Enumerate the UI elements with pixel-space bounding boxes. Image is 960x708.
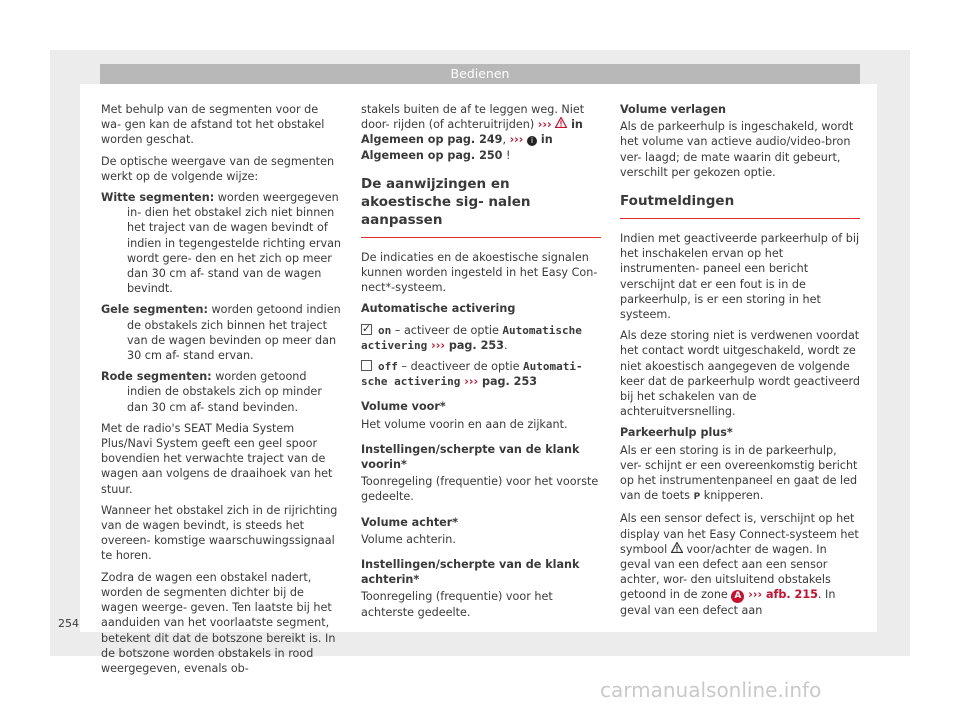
parking-button-icon: P <box>693 492 701 503</box>
option-name: Automatische activering <box>361 323 582 352</box>
definition-text: worden getoond indien de obstakels zich binnen het traject van de wagen bevinden op meer dan 30 cm af- stand ervan. <box>127 303 341 363</box>
text: – deactiveer de optie <box>397 360 524 374</box>
subheading: Instellingen/scherpte van de klank achterin* <box>361 558 580 587</box>
option-key: on <box>378 323 392 337</box>
paragraph: De optische weergave van de segmenten werkt op de volgende wijze: <box>101 154 335 183</box>
info-circle-icon: i <box>527 136 537 146</box>
term: Rode segmenten: <box>101 370 212 384</box>
definition-text: worden getoond indien de obstakels zich op minder dan 30 cm af- stand bevinden. <box>127 370 322 414</box>
paragraph: Als deze storing niet is verdwenen voordat het contact wordt uitgeschakeld, wordt ze niet akoestisch aangegeven de volgende keer dat de parkeerhulp wordt geactiveerd bij het schakelen van de achteruitversnelling. <box>620 329 861 419</box>
definition-red <box>101 369 341 415</box>
checkbox-checked-icon <box>361 324 372 335</box>
section-heading: De aanwijzingen en akoestische sig- nalen aanpassen <box>361 175 601 238</box>
cross-reference[interactable]: in Algemeen op pag. 249 <box>361 118 583 147</box>
option-name: Automati- sche activering <box>361 360 583 389</box>
subheading: Parkeerhulp plus* <box>620 426 733 440</box>
option-key: off <box>378 360 398 374</box>
paragraph: Zodra de wagen een obstakel nadert, worden de segmenten dichter bij de wagen weerge- geven. Ten laatste bij het aanduiden van het voorlaatste segment, betekent dit dat de botszone bereikt is. In de botszone worden obstakels in rood weergegeven, evenals ob- <box>101 570 336 675</box>
cross-reference[interactable]: in Algemeen op pag. 250 <box>361 133 553 162</box>
paragraph: Als de parkeerhulp is ingeschakeld, wordt het volume van actieve audio/video-bron ver- laagd; de mate waarin dit gebeurt, verschilt per gekozen optie. <box>620 120 854 179</box>
arrow: ››› <box>744 588 763 602</box>
term: Gele segmenten: <box>101 303 208 317</box>
subheading: Volume verlagen <box>620 103 727 116</box>
paragraph: Volume achterin. <box>361 532 456 546</box>
arrow: ››› <box>537 118 552 132</box>
cross-reference[interactable]: afb. 215 <box>762 588 818 602</box>
warning-triangle-icon <box>555 118 567 131</box>
paragraph: Het volume voorin en aan de zijkant. <box>361 417 568 431</box>
paragraph <box>620 443 860 506</box>
text: , <box>502 133 510 147</box>
definition-white <box>101 190 341 296</box>
subheading: Instellingen/scherpte van de klank voorin* <box>361 442 580 472</box>
text: – activeer de optie <box>391 323 503 337</box>
paragraph <box>620 511 860 618</box>
text: knipperen. <box>700 489 764 503</box>
text: stakels buiten de af te leggen weg. Niet door- rijden (of achteruitrijden) <box>361 103 585 132</box>
cross-reference[interactable]: pag. 253 <box>478 375 538 389</box>
paragraph: Wanneer het obstakel zich in de rijrichting van de wagen bevindt, is steeds het overeen- komstige waarschuwingssignaal te horen. <box>101 503 338 563</box>
text: . In geval van een defect aan <box>620 588 836 618</box>
option-on: ✓on – activeer de optie Automatische activering ››› pag. 253. <box>361 323 601 353</box>
term: Witte segmenten: <box>101 191 215 205</box>
warning-triangle-icon <box>671 543 683 556</box>
option-off: off – deactiveer de optie Automati- sche activering ››› pag. 253 <box>361 360 583 389</box>
arrow: ››› <box>509 133 524 147</box>
definition-text: worden weergegeven in- dien het obstakel zich niet binnen het traject van de wagen bevindt of indien in tegengestelde richting ervan wordt gere- den en het zich op meer dan 30 cm af- stand van de wagen bevindt. <box>127 191 342 296</box>
column-3 <box>620 102 860 625</box>
subheading: Volume voor* <box>361 400 446 414</box>
text: ! <box>502 148 511 162</box>
paragraph: Met de radio's SEAT Media System Plus/Navi System geeft een geel spoor bovendien het verwachte traject van de wagen aan volgens de draaihoek van het stuur. <box>101 421 333 496</box>
subheading: Automatische activering <box>361 302 516 316</box>
paragraph: Toonregeling (frequentie) voor het voorste gedeelte. <box>361 475 599 504</box>
section-heading: Foutmeldingen <box>620 192 860 219</box>
text: Als een sensor defect is, verschijnt op het display van het Easy Connect-systeem het symbool <box>620 512 859 556</box>
checkbox-empty-icon <box>361 360 372 371</box>
text: Als er een storing is in de parkeerhulp, ver- schijnt er een overeenkomstig bericht op het instrumentenpaneel en gaat de led van de toets <box>620 443 858 503</box>
text: voor/achter de wagen. In geval van een defect aan een sensor achter, wor- den uitsluitend obstakels getoond in de zone <box>620 542 831 602</box>
zone-badge: A <box>731 590 744 603</box>
page-number: 254 <box>58 617 79 630</box>
column-1 <box>101 102 341 682</box>
cross-reference[interactable]: pag. 253 <box>444 338 504 352</box>
paragraph: Toonregeling (frequentie) voor het achterste gedeelte. <box>361 590 553 619</box>
paragraph: De indicaties en de akoestische signalen kunnen worden ingesteld in het Easy Con- nect*-systeem. <box>361 250 598 295</box>
column-2 <box>361 102 601 626</box>
paragraph <box>361 102 601 163</box>
paragraph: Met behulp van de segmenten voor de wa- gen kan de afstand tot het obstakel worden geschat. <box>101 103 325 147</box>
watermark: carmanualsonline.info <box>600 678 822 702</box>
section-header: Bedienen <box>100 64 860 84</box>
paragraph: Indien met geactiveerde parkeerhulp of bij het inschakelen ervan op het instrumenten- paneel een bericht verschijnt dat er een fout is in de parkeerhulp, is er een storing in het systeem. <box>620 232 860 322</box>
subheading: Volume achter* <box>361 515 459 529</box>
definition-yellow <box>101 302 341 363</box>
